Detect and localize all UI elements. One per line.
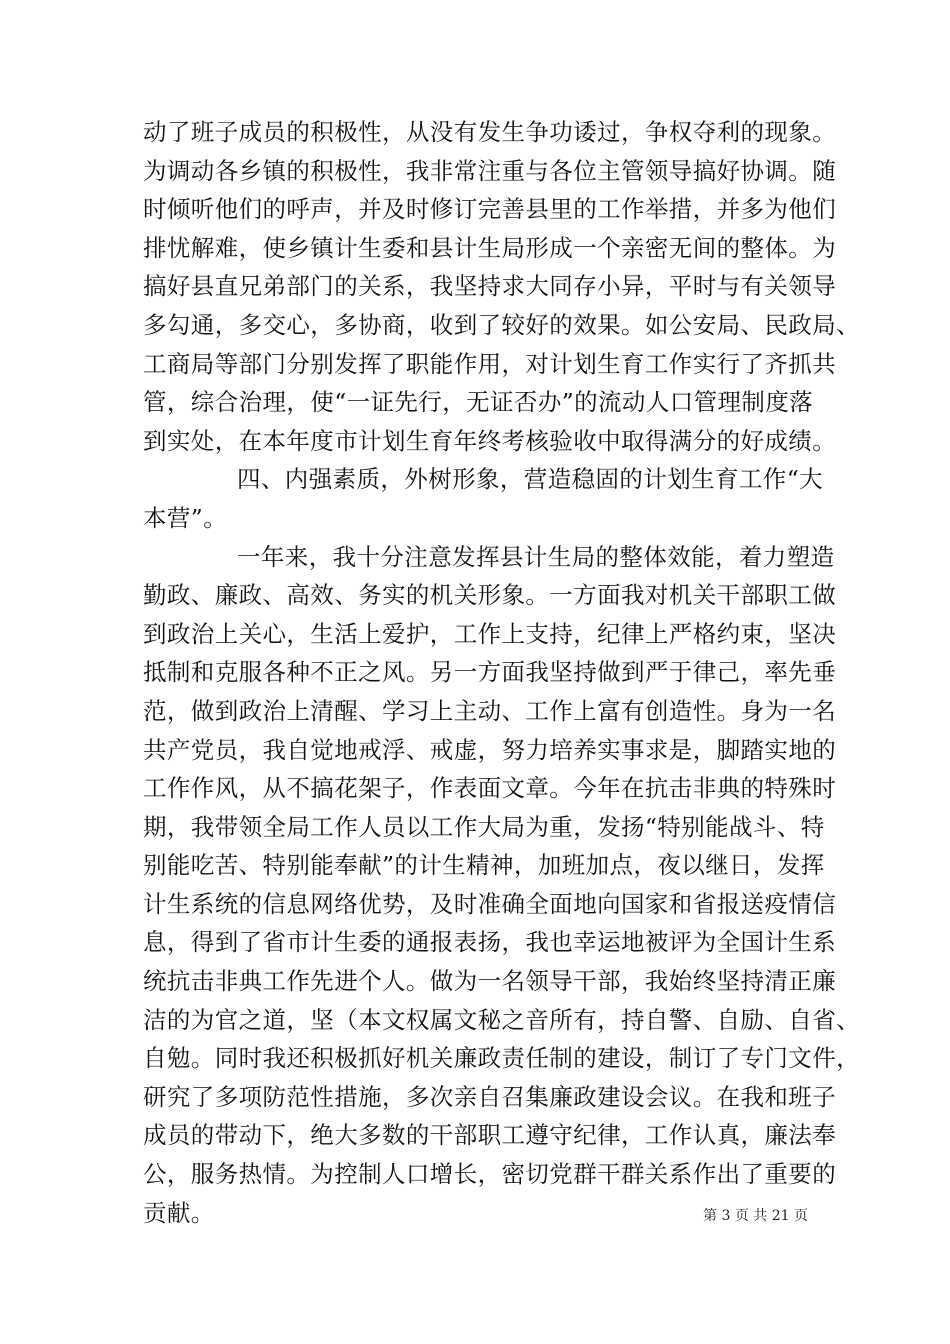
text-line: 共产党员，我自觉地戒浮、戒虚，努力培养实事求是，脚踏实地的 (143, 735, 837, 764)
text-line: 时倾听他们的呼声，并及时修订完善县里的工作举措，并多为他们 (143, 195, 837, 224)
text-line: 贡献。 (143, 1198, 215, 1227)
text-line: 为调动各乡镇的积极性，我非常注重与各位主管领导搞好协调。随 (143, 156, 837, 185)
text-line: 洁的为官之道，坚（本文权属文秘之音所有，持自警、自励、自省、 (143, 1005, 860, 1034)
section-heading: 四、内强素质，外树形象，营造稳固的计划生育工作“大 (237, 465, 824, 494)
text-line: 自勉。同时我还积极抓好机关廉政责任制的建设，制订了专门文件， (143, 1044, 860, 1073)
text-line: 计生系统的信息网络优势，及时准确全面地向国家和省报送疫情信 (143, 889, 837, 918)
text-line: 勤政、廉政、高效、务实的机关形象。一方面我对机关干部职工做 (143, 581, 837, 610)
text-line: 研究了多项防范性措施，多次亲自召集廉政建设会议。在我和班子 (143, 1082, 837, 1111)
text-line: 息，得到了省市计生委的通报表扬，我也幸运地被评为全国计生系 (143, 928, 837, 957)
text-line: 成员的带动下，绝大多数的干部职工遵守纪律，工作认真，廉法奉 (143, 1121, 837, 1150)
text-line: 范，做到政治上清醒、学习上主动、工作上富有创造性。身为一名 (143, 696, 837, 725)
text-line: 到政治上关心，生活上爱护，工作上支持，纪律上严格约束，坚决 (143, 619, 837, 648)
text-line: 排忧解难，使乡镇计生委和县计生局形成一个亲密无间的整体。为 (143, 233, 837, 262)
text-line: 管，综合治理，使“一证先行，无证否办”的流动人口管理制度落 (143, 388, 814, 417)
text-line: 别能吃苦、特别能奉献”的计生精神，加班加点，夜以继日，发挥 (143, 851, 825, 880)
paragraph-start: 一年来，我十分注意发挥县计生局的整体效能，着力塑造 (237, 542, 835, 571)
body-text (143, 113, 860, 1232)
text-line: 工商局等部门分别发挥了职能作用，对计划生育工作实行了齐抓共 (143, 349, 837, 378)
text-line: 抵制和克服各种不正之风。另一方面我坚持做到严于律己，率先垂 (143, 658, 837, 687)
text-line: 统抗击非典工作先进个人。做为一名领导干部，我始终坚持清正廉 (143, 967, 837, 996)
text-line: 期，我带领全局工作人员以工作大局为重，发扬“特别能战斗、特 (143, 812, 825, 841)
text-line: 到实处，在本年度市计划生育年终考核验收中取得满分的好成绩。 (143, 426, 837, 455)
text-line: 搞好县直兄弟部门的关系，我坚持求大同存小异，平时与有关领导 (143, 272, 837, 301)
text-line: 公，服务热情。为控制人口增长，密切党群干群关系作出了重要的 (143, 1160, 837, 1189)
text-line: 动了班子成员的积极性，从没有发生争功诿过，争权夺利的现象。 (143, 118, 837, 146)
text-line: 工作作风，从不搞花架子，作表面文章。今年在抗击非典的特殊时 (143, 774, 837, 803)
page-number-footer: 第 3 页 共 21 页 (703, 1208, 808, 1224)
section-heading-continued: 本营”。 (143, 503, 228, 532)
text-line: 多勾通，多交心，多协商，收到了较好的效果。如公安局、民政局、 (143, 310, 860, 339)
